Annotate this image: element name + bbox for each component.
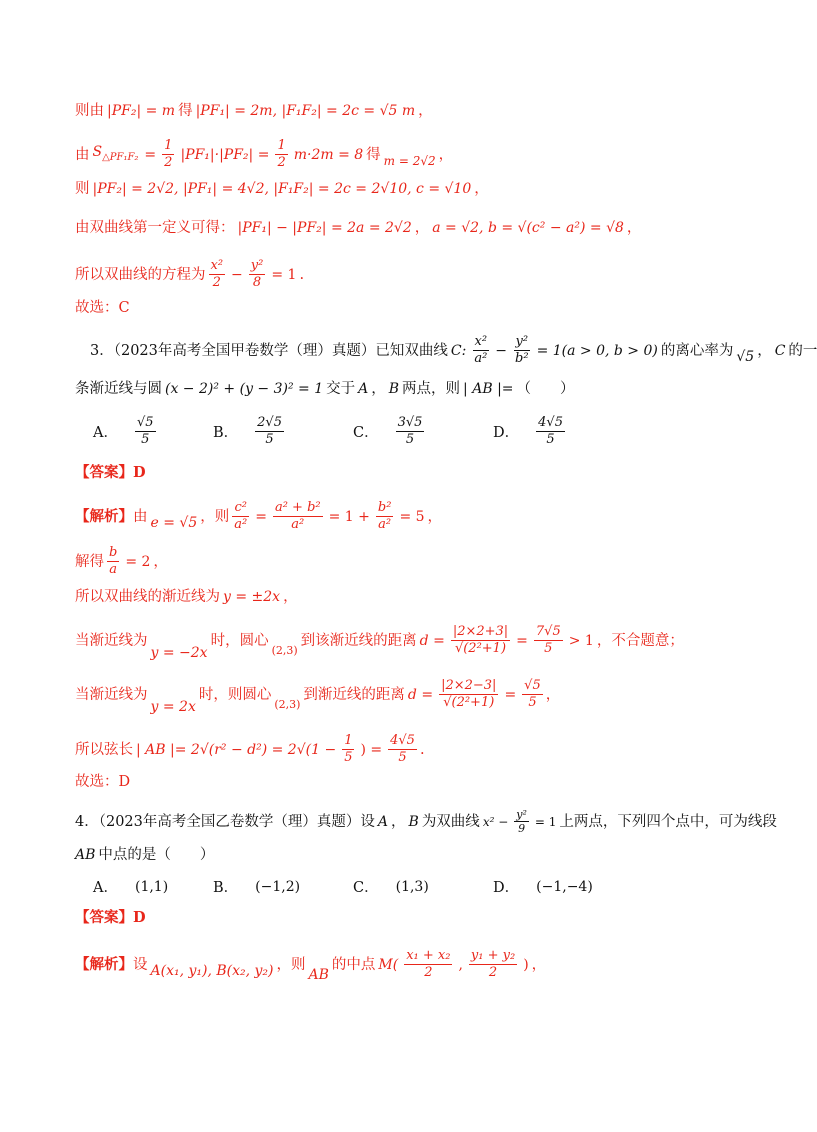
formula: > 1 — [568, 632, 594, 649]
text: 则 — [75, 181, 90, 197]
text: 所以弦长 — [75, 741, 133, 758]
text: 由双曲线第一定义可得： — [75, 220, 235, 236]
formula: (x − 2)² + (y − 3)² = 1 — [165, 381, 324, 397]
question-3-line-1 — [90, 334, 817, 367]
answer-value: D — [133, 909, 146, 926]
formula: (2,3) — [274, 697, 301, 711]
text: 两点，则 — [402, 381, 461, 397]
option-d[interactable]: D． (−1,−4) — [493, 878, 593, 896]
formula: ) — [523, 956, 529, 973]
formula: (2,3) — [271, 643, 298, 657]
text: 为双曲线 — [421, 813, 480, 830]
text: ， — [438, 146, 454, 163]
text: ， — [757, 342, 772, 359]
text: 所以双曲线的方程为 — [75, 266, 206, 283]
fraction: $\frac{b}{a}$ — [109, 545, 118, 577]
formula: = 1(a > 0, b > 0) — [536, 342, 658, 359]
formula: B — [388, 381, 400, 397]
fraction: $\frac{1}{2}$ — [277, 138, 286, 170]
formula: , — [458, 956, 463, 973]
analysis-3-line-1 — [75, 500, 740, 533]
question-4-line-1 — [75, 808, 777, 835]
formula: = 1 — [271, 266, 297, 283]
answer-tag: 【答案】 — [75, 909, 133, 926]
text: ， — [283, 589, 298, 605]
answer-tag: 【答案】 — [75, 464, 133, 481]
text: （ ） — [516, 381, 575, 397]
fraction: $\frac{\text{x²}}{2}$ — [210, 258, 224, 290]
formula: d = — [419, 632, 445, 649]
text: ， — [371, 381, 386, 397]
text: 由 — [75, 146, 90, 163]
text: ， — [531, 956, 547, 973]
question-text: 4．（2023年高考全国乙卷数学（理）真题）设 — [75, 813, 375, 830]
formula: AB — [308, 966, 329, 983]
solution-line-5 — [75, 258, 740, 291]
solution-choice — [75, 297, 740, 319]
text: ， — [418, 103, 433, 119]
formula: e = √5 — [150, 514, 198, 531]
formula: √5 — [736, 348, 755, 365]
formula: = — [504, 686, 517, 703]
text: . — [299, 266, 305, 283]
option-b[interactable]: B． $\frac{2√5}{5}$ — [213, 415, 282, 447]
formula: AB — [75, 847, 96, 863]
solution-choice-3 — [75, 771, 740, 793]
analysis-tag: 【解析】 — [75, 955, 133, 973]
text: ， — [414, 220, 430, 236]
formula: C — [774, 342, 786, 359]
solution-line-4 — [75, 217, 740, 239]
fraction: $\frac{\text{y²}}{\text{b²}}$ — [515, 334, 529, 366]
formula: y = ±2x — [223, 589, 281, 605]
text: 的中点 — [331, 956, 376, 973]
fraction: $\frac{|2\times 2-3|}{\text{√(2²+1)}}$ — [441, 678, 497, 710]
formula: a = √2, b = √(c² − a²) = √8 — [432, 220, 624, 236]
text: . — [419, 741, 425, 758]
text: 当渐近线为 — [75, 686, 148, 703]
fraction: $\frac{1}{2}$ — [164, 138, 173, 170]
solution-line-2 — [75, 138, 740, 171]
text: 交于 — [326, 381, 356, 397]
formula: = 1 — [534, 814, 557, 829]
formula: M( — [378, 956, 399, 973]
formula: C: — [450, 342, 467, 359]
text: ， — [545, 686, 561, 703]
formula: m = 2√2 — [383, 153, 436, 168]
analysis-3-line-6 — [75, 733, 740, 766]
formula: A(x₁, y₁), B(x₂, y₂) — [150, 962, 274, 979]
formula: B — [408, 813, 419, 830]
text: ， — [391, 813, 406, 830]
analysis-3-line-4 — [75, 624, 740, 661]
fraction: $\frac{\text{y²}}{8}$ — [250, 258, 264, 290]
fraction: $\frac{\text{c²}}{\text{a²}}$ — [234, 500, 248, 532]
option-a[interactable]: A． $\frac{√5}{5}$ — [93, 415, 154, 447]
text: 则由 — [75, 103, 104, 119]
text: 上两点，下列四个点中，可为线段 — [559, 813, 777, 830]
formula: |PF₂| = 2√2, |PF₁| = 4√2, |F₁F₂| = 2c = 2√10, c = √10 — [92, 181, 472, 197]
text: 当渐近线为 — [75, 632, 148, 649]
option-c[interactable]: C． (1,3) — [353, 878, 429, 896]
text: ，不合题意； — [596, 632, 684, 649]
option-a[interactable]: A． (1,1) — [93, 878, 169, 896]
formula: A — [358, 381, 369, 397]
question-3-line-2 — [75, 378, 740, 400]
formula: |PF₁| = 2m, |F₁F₂| = 2c = √5 m — [195, 103, 416, 119]
fraction: $\frac{\text{x²}}{\text{a²}}$ — [474, 334, 488, 366]
text: 故选：D — [75, 774, 131, 790]
text: ， — [153, 553, 168, 570]
formula: $S_{\triangle PF_1F_2}$ — [92, 143, 139, 163]
formula: |PF₂| = m — [107, 103, 176, 119]
text: 的一 — [788, 342, 817, 359]
text: 到该渐近线的距离 — [300, 632, 417, 649]
fraction: $\frac{\text{b²}}{\text{a²}}$ — [377, 500, 392, 532]
text: ， — [626, 220, 642, 236]
formula: = 5 — [399, 508, 425, 525]
question-text: 3．（2023年高考全国甲卷数学（理）真题）已知双曲线 — [90, 342, 448, 359]
analysis-tag: 【解析】 — [75, 507, 133, 525]
text: 到渐近线的距离 — [303, 686, 405, 703]
formula: A — [377, 813, 389, 830]
fraction: $\frac{7√5}{5}$ — [535, 624, 561, 656]
formula: |PF₁|·|PF₂| = — [180, 146, 270, 163]
fraction: $\frac{\text{y₁ + y₂}}{2}$ — [470, 948, 516, 980]
formula: = 2 — [125, 553, 151, 570]
answer-3 — [75, 462, 740, 484]
text: 时，则圆心 — [198, 686, 272, 703]
answer-value: D — [133, 464, 146, 481]
text: ，则 — [200, 508, 230, 525]
fraction: $\frac{\text{y²}}{9}$ — [516, 808, 527, 835]
question-text: 条渐近线与圆 — [75, 381, 162, 397]
fraction: $\frac{1}{5}$ — [344, 733, 353, 765]
solution-line-3 — [75, 178, 740, 200]
formula: m·2m = 8 — [293, 146, 364, 163]
formula: = — [255, 508, 267, 525]
text: 设 — [133, 956, 148, 973]
text: 的离心率为 — [660, 342, 734, 359]
option-c[interactable]: C． $\frac{3√5}{5}$ — [353, 415, 423, 447]
option-d[interactable]: D． $\frac{4√5}{5}$ — [493, 415, 563, 447]
text: 时，圆心 — [210, 632, 269, 649]
analysis-3-line-5 — [75, 678, 740, 715]
formula: x² − — [482, 814, 509, 829]
fraction: $\frac{\text{a² + b²}}{\text{a²}}$ — [274, 500, 321, 532]
formula: = — [144, 146, 157, 163]
question-4-line-2 — [75, 844, 740, 866]
formula: = — [516, 632, 528, 649]
formula: y = −2x — [150, 644, 208, 661]
text: 中点的是（ ） — [98, 847, 215, 863]
formula: |PF₁| − |PF₂| = 2a = 2√2 — [237, 220, 412, 236]
analysis-3-line-3 — [75, 586, 740, 608]
option-b[interactable]: B． (−1,2) — [213, 878, 301, 896]
formula: = 1 + — [328, 508, 370, 525]
fraction: $\frac{4√5}{5}$ — [390, 733, 415, 765]
formula: | AB |= 2√(r² − d²) = 2√(1 − — [136, 741, 337, 758]
text: ， — [474, 181, 489, 197]
text: 所以双曲线的渐近线为 — [75, 589, 220, 605]
text: ，则 — [276, 956, 306, 973]
analysis-4-line-1 — [75, 948, 740, 981]
formula: − — [231, 266, 243, 283]
text: 解得 — [75, 553, 104, 570]
fraction: $\frac{√5}{5}$ — [524, 678, 541, 710]
solution-line-1 — [75, 100, 740, 122]
formula: y = 2x — [150, 698, 196, 715]
formula: ) = — [360, 741, 383, 758]
fraction: $\frac{|2\times 2+3|}{\text{√(2²+1)}}$ — [452, 624, 509, 656]
fraction: $\frac{\text{x₁ + x₂}}{2}$ — [406, 948, 451, 980]
text: 由 — [133, 508, 148, 525]
formula: − — [495, 342, 508, 359]
formula: | AB |= — [463, 381, 514, 397]
answer-4 — [75, 907, 740, 929]
text: ， — [427, 508, 443, 525]
text: 得 — [178, 103, 193, 119]
analysis-3-line-2 — [75, 545, 740, 578]
text: 故选：C — [75, 300, 130, 316]
text: 得 — [366, 146, 381, 163]
formula: d = — [407, 686, 434, 703]
